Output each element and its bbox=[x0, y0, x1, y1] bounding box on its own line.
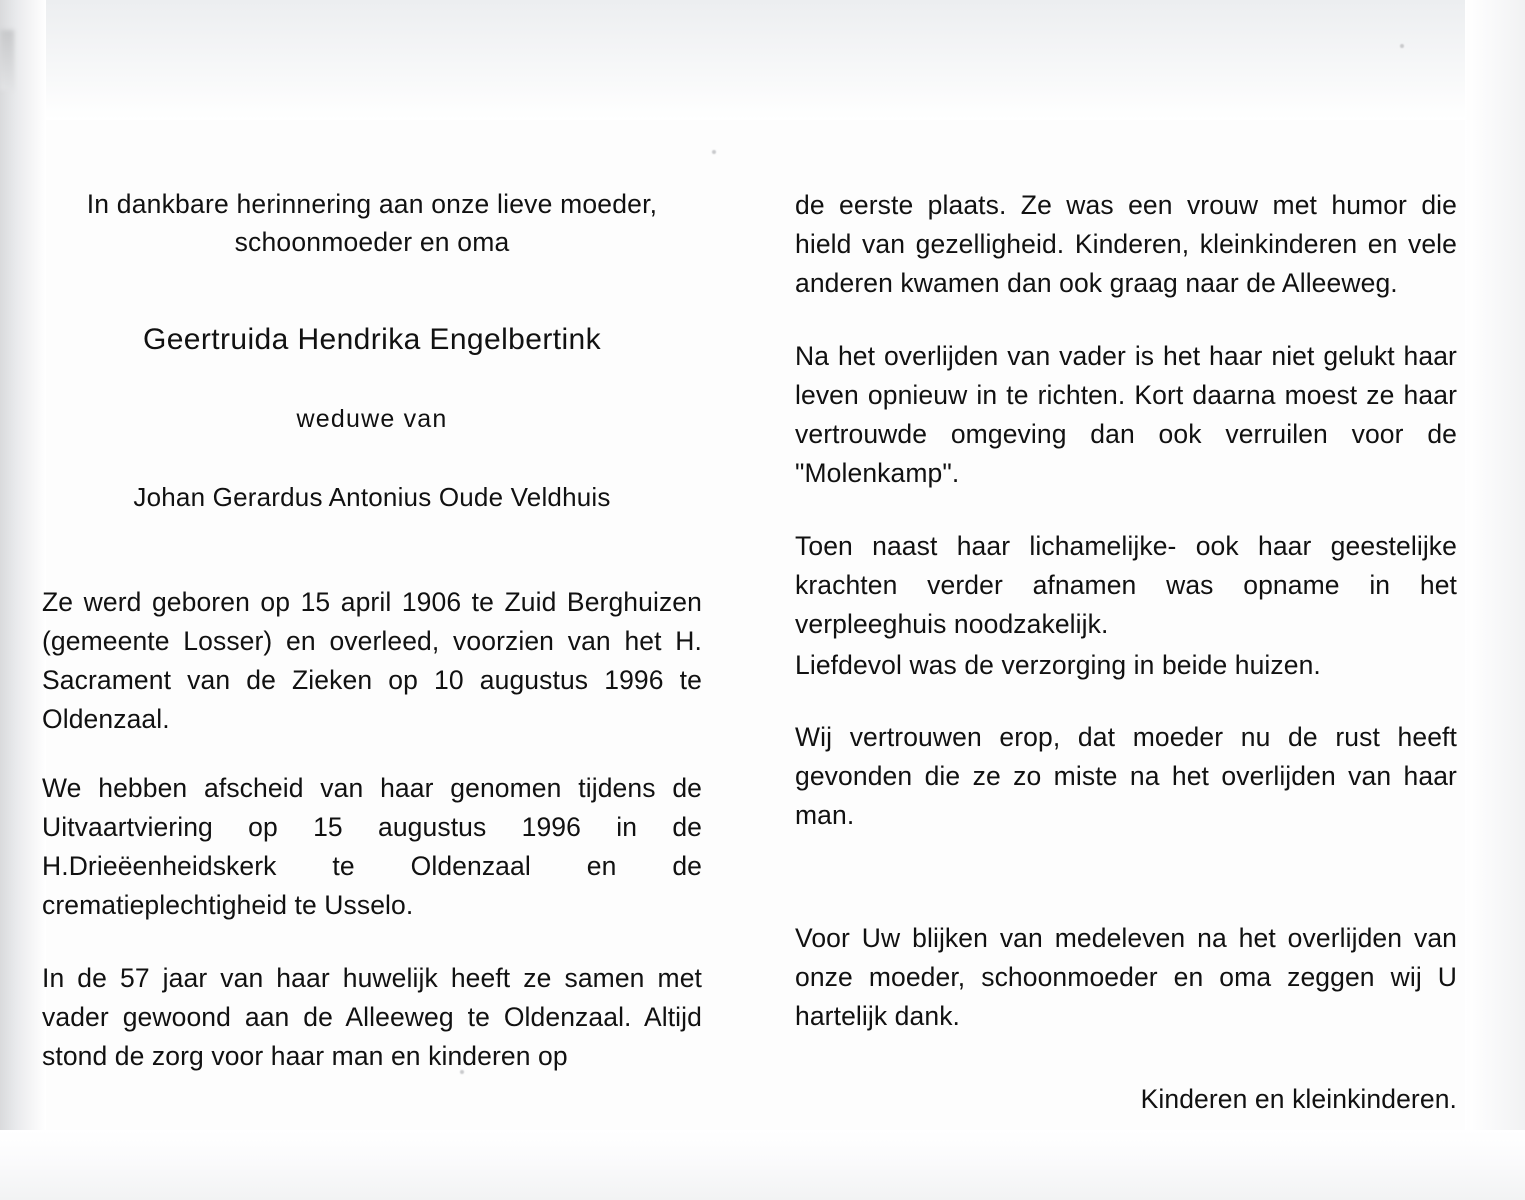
care-paragraph: Liefdevol was de verzorging in beide huizen. bbox=[795, 649, 1321, 680]
nursinghome-paragraph: Toen naast haar lichamelijke- ook haar geestelijke krachten verder afnamen was opname in het verpleeghuis noodzakelijk. bbox=[795, 530, 1457, 639]
scan-edge-left bbox=[0, 0, 46, 1200]
widowhood-paragraph: Na het overlijden van vader is het haar niet gelukt haar leven opnieuw in te richten. Kort daarna moest ze haar vertrouwde omgeving dan ook verruilen voor de "Molenkamp". bbox=[795, 340, 1457, 488]
right-text-column bbox=[795, 186, 1457, 1115]
scan-speck bbox=[1400, 44, 1404, 48]
scan-edge-right bbox=[1465, 0, 1525, 1200]
signoff-text: Kinderen en kleinkinderen. bbox=[1140, 1084, 1457, 1115]
spouse-name: Johan Gerardus Antonius Oude Veldhuis bbox=[133, 482, 611, 513]
biography-paragraph: Ze werd geboren op 15 april 1906 te Zuid Berghuizen (gemeente Losser) en overleed, voorzien van het H. Sacrament van de Zieken op 10 augustus 1996 te Oldenzaal. bbox=[42, 587, 702, 735]
scan-edge-top bbox=[0, 0, 1525, 120]
relation-label: weduwe van bbox=[296, 405, 448, 434]
left-text-column bbox=[42, 186, 702, 1076]
rest-paragraph: Wij vertrouwen erop, dat moeder nu de rust heeft gevonden die ze zo miste na het overlijden van haar man. bbox=[795, 722, 1457, 831]
scan-speck bbox=[712, 150, 716, 154]
deceased-name: Geertruida Hendrika Engelbertink bbox=[142, 323, 602, 357]
funeral-paragraph: We hebben afscheid van haar genomen tijdens de Uitvaartviering op 15 augustus 1996 in de H.Drieëenheidskerk te Oldenzaal en de crematieplechtigheid te Usselo. bbox=[42, 773, 702, 920]
scan-edge-bottom bbox=[0, 1130, 1525, 1200]
thanks-paragraph: Voor Uw blijken van medeleven na het overlijden van onze moeder, schoonmoeder en oma zeggen wij U hartelijk dank. bbox=[795, 923, 1457, 1032]
marriage-paragraph: In de 57 jaar van haar huwelijk heeft ze samen met vader gewoond aan de Alleeweg te Oldenzaal. Altijd stond de zorg voor haar man en kinderen op bbox=[42, 962, 702, 1071]
continuation-paragraph: de eerste plaats. Ze was een vrouw met humor die hield van gezelligheid. Kinderen, kleinkinderen en vele anderen kwamen dan ook graag naar de Alleeweg. bbox=[795, 190, 1457, 298]
dedication-text: In dankbare herinnering aan onze lieve moeder, schoonmoeder en oma bbox=[86, 189, 658, 257]
scan-edge-left-shadow bbox=[0, 30, 14, 90]
